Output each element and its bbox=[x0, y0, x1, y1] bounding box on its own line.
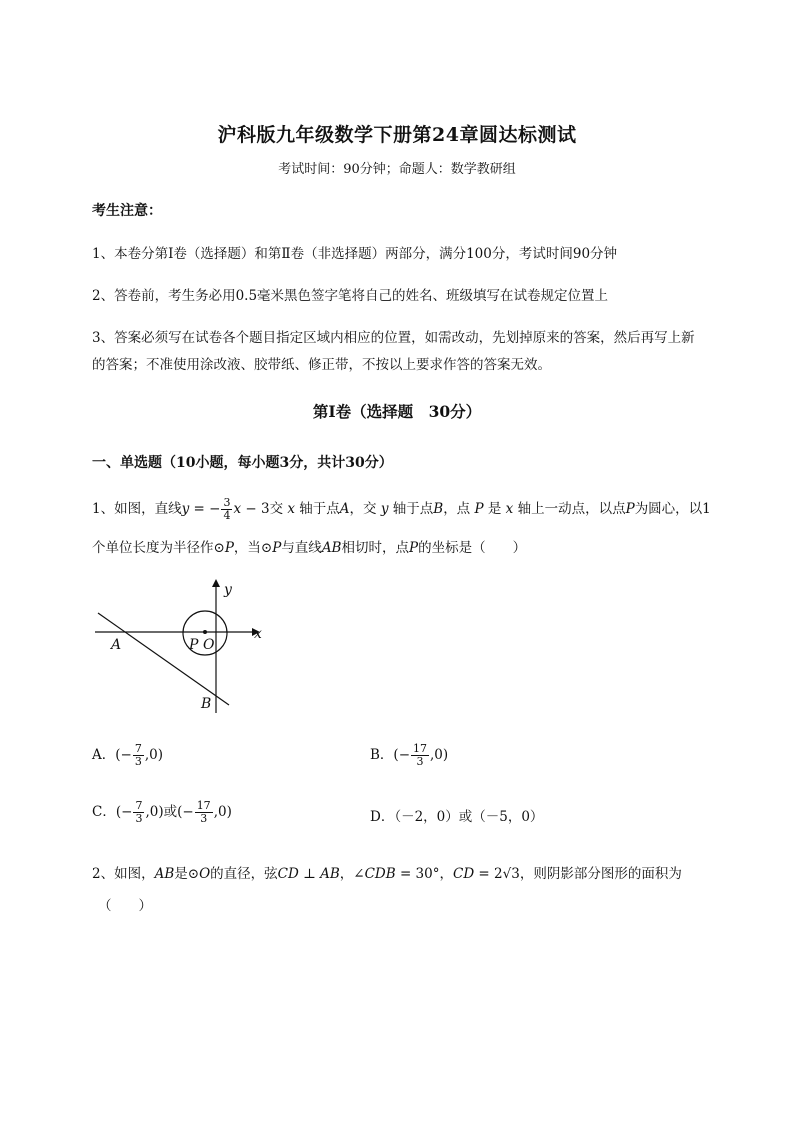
frac-den: 3 bbox=[416, 755, 424, 768]
notice-item-3-cont: 的答案；不准使用涂改液、胶带纸、修正带，不按以上要求作答的答案无效。 bbox=[92, 357, 551, 373]
q2-line-1 bbox=[92, 862, 682, 882]
q1-figure bbox=[90, 575, 280, 720]
q1-text: 与直线 bbox=[281, 540, 322, 556]
section-title: 第Ⅰ卷（选择题 30分） bbox=[312, 402, 482, 421]
point-p: P bbox=[408, 540, 419, 556]
var-x: x bbox=[287, 501, 295, 517]
q2-text: 是⊙ bbox=[174, 866, 200, 882]
q1-text: ，交 bbox=[349, 501, 381, 517]
point-p: P bbox=[272, 540, 282, 556]
option-label: A． bbox=[92, 747, 116, 763]
option-text: ,0) bbox=[213, 804, 232, 820]
point-p: P bbox=[474, 501, 484, 517]
q2-text: = 30°， bbox=[395, 866, 453, 882]
fraction bbox=[195, 800, 213, 825]
option-text: (− bbox=[115, 804, 133, 820]
frac-den: 4 bbox=[223, 509, 231, 522]
q1-text: 相切时，点 bbox=[341, 540, 409, 556]
var-y: y bbox=[380, 501, 389, 517]
q2-line-2: （ ） bbox=[98, 898, 152, 914]
angle-cdb: CDB bbox=[364, 866, 396, 882]
part-title: 一、单选题（10小题，每小题3分，共计30分） bbox=[92, 455, 393, 471]
notice-heading: 考生注意： bbox=[92, 203, 162, 219]
option-c[interactable] bbox=[92, 800, 232, 825]
q2-text: 的直径，弦 bbox=[210, 866, 278, 882]
q1-text: 是 bbox=[483, 501, 506, 517]
frac-den: 3 bbox=[134, 755, 142, 768]
option-text: ,0) bbox=[430, 747, 449, 763]
q1-text: ，点 bbox=[443, 501, 475, 517]
fraction bbox=[133, 743, 144, 768]
option-text: 或 bbox=[163, 804, 178, 820]
option-b[interactable] bbox=[370, 743, 448, 768]
q2-text: ，∠ bbox=[339, 866, 365, 882]
option-text: ,0) bbox=[144, 747, 163, 763]
frac-num: 17 bbox=[413, 742, 428, 755]
label-a: A bbox=[111, 637, 122, 653]
segment-ab: AB bbox=[154, 866, 175, 882]
q2-text: = 2√3，则阴影部分图形的面积为 bbox=[474, 866, 682, 882]
label-y: y bbox=[224, 582, 232, 598]
frac-den: 3 bbox=[200, 812, 208, 825]
exam-info: 考试时间：90分钟；命题人：数学教研组 bbox=[278, 162, 516, 177]
frac-num: 17 bbox=[196, 799, 211, 812]
page-title: 沪科版九年级数学下册第24章圆达标测试 bbox=[217, 124, 577, 146]
option-text: (− bbox=[177, 804, 194, 820]
q1-text: 交 bbox=[269, 501, 288, 517]
notice-item-3: 3、答案必须写在试卷各个题目指定区域内相应的位置，如需改动，先划掉原来的答案，然后再写上新 bbox=[92, 330, 695, 346]
notice-item-1: 1、本卷分第Ⅰ卷（选择题）和第Ⅱ卷（非选择题）两部分，满分100分，考试时间90分钟 bbox=[92, 246, 618, 262]
fraction bbox=[221, 497, 232, 522]
center-p-dot bbox=[203, 630, 207, 634]
var-x: x bbox=[233, 501, 242, 517]
q1-eq-rest: − 3 bbox=[241, 501, 270, 517]
label-x: x bbox=[254, 626, 262, 642]
point-p: P bbox=[625, 501, 635, 517]
segment-ab: AB bbox=[320, 866, 340, 882]
q1-text: 为圆心，以1 bbox=[634, 501, 711, 517]
frac-num: 7 bbox=[135, 799, 143, 812]
option-text: (− bbox=[115, 747, 132, 763]
q1-line-1 bbox=[92, 497, 711, 522]
frac-num: 3 bbox=[223, 496, 231, 509]
fraction bbox=[133, 800, 144, 825]
option-text: ,0) bbox=[145, 804, 164, 820]
point-b: B bbox=[433, 501, 444, 517]
label-o: O bbox=[203, 637, 215, 653]
q1-text: 轴上一动点，以点 bbox=[513, 501, 626, 517]
var-x: x bbox=[505, 501, 514, 517]
fraction bbox=[411, 743, 429, 768]
option-text: (− bbox=[393, 747, 411, 763]
q1-text: 1、如图，直线 bbox=[92, 501, 182, 517]
line-ab: AB bbox=[321, 540, 342, 556]
q1-eq: = − bbox=[189, 501, 221, 517]
point-p: P bbox=[224, 540, 234, 556]
option-d[interactable] bbox=[370, 805, 543, 825]
q2-text: ⊥ bbox=[298, 866, 321, 882]
frac-num: 7 bbox=[134, 742, 142, 755]
point-o: O bbox=[199, 866, 211, 882]
line-ab bbox=[98, 613, 229, 705]
segment-cd: CD bbox=[452, 866, 475, 882]
q1-text: 个单位长度为半径作⊙ bbox=[92, 540, 225, 556]
frac-den: 3 bbox=[135, 812, 143, 825]
q1-text: 轴于点 bbox=[294, 501, 340, 517]
var-y: y bbox=[181, 501, 190, 517]
q1-text: 的坐标是（ ） bbox=[418, 540, 527, 556]
q1-line-2 bbox=[92, 536, 526, 556]
q2-text: 2、如图， bbox=[92, 866, 155, 882]
y-axis-arrow-icon bbox=[212, 579, 220, 587]
notice-item-2: 2、答卷前，考生务必用0.5毫米黑色签字笔将自己的姓名、班级填写在试卷规定位置上 bbox=[92, 288, 609, 304]
point-a: A bbox=[339, 501, 350, 517]
q1-text: 轴于点 bbox=[388, 501, 434, 517]
label-b: B bbox=[201, 696, 212, 712]
option-label: C． bbox=[92, 804, 116, 820]
q1-text: ，当⊙ bbox=[233, 540, 273, 556]
option-text: （－2，0）或（－5，0） bbox=[394, 809, 544, 825]
segment-cd: CD bbox=[277, 866, 299, 882]
option-a[interactable] bbox=[92, 743, 163, 768]
option-label: B． bbox=[370, 747, 394, 763]
option-label: D． bbox=[370, 809, 395, 825]
label-p: P bbox=[189, 637, 199, 653]
